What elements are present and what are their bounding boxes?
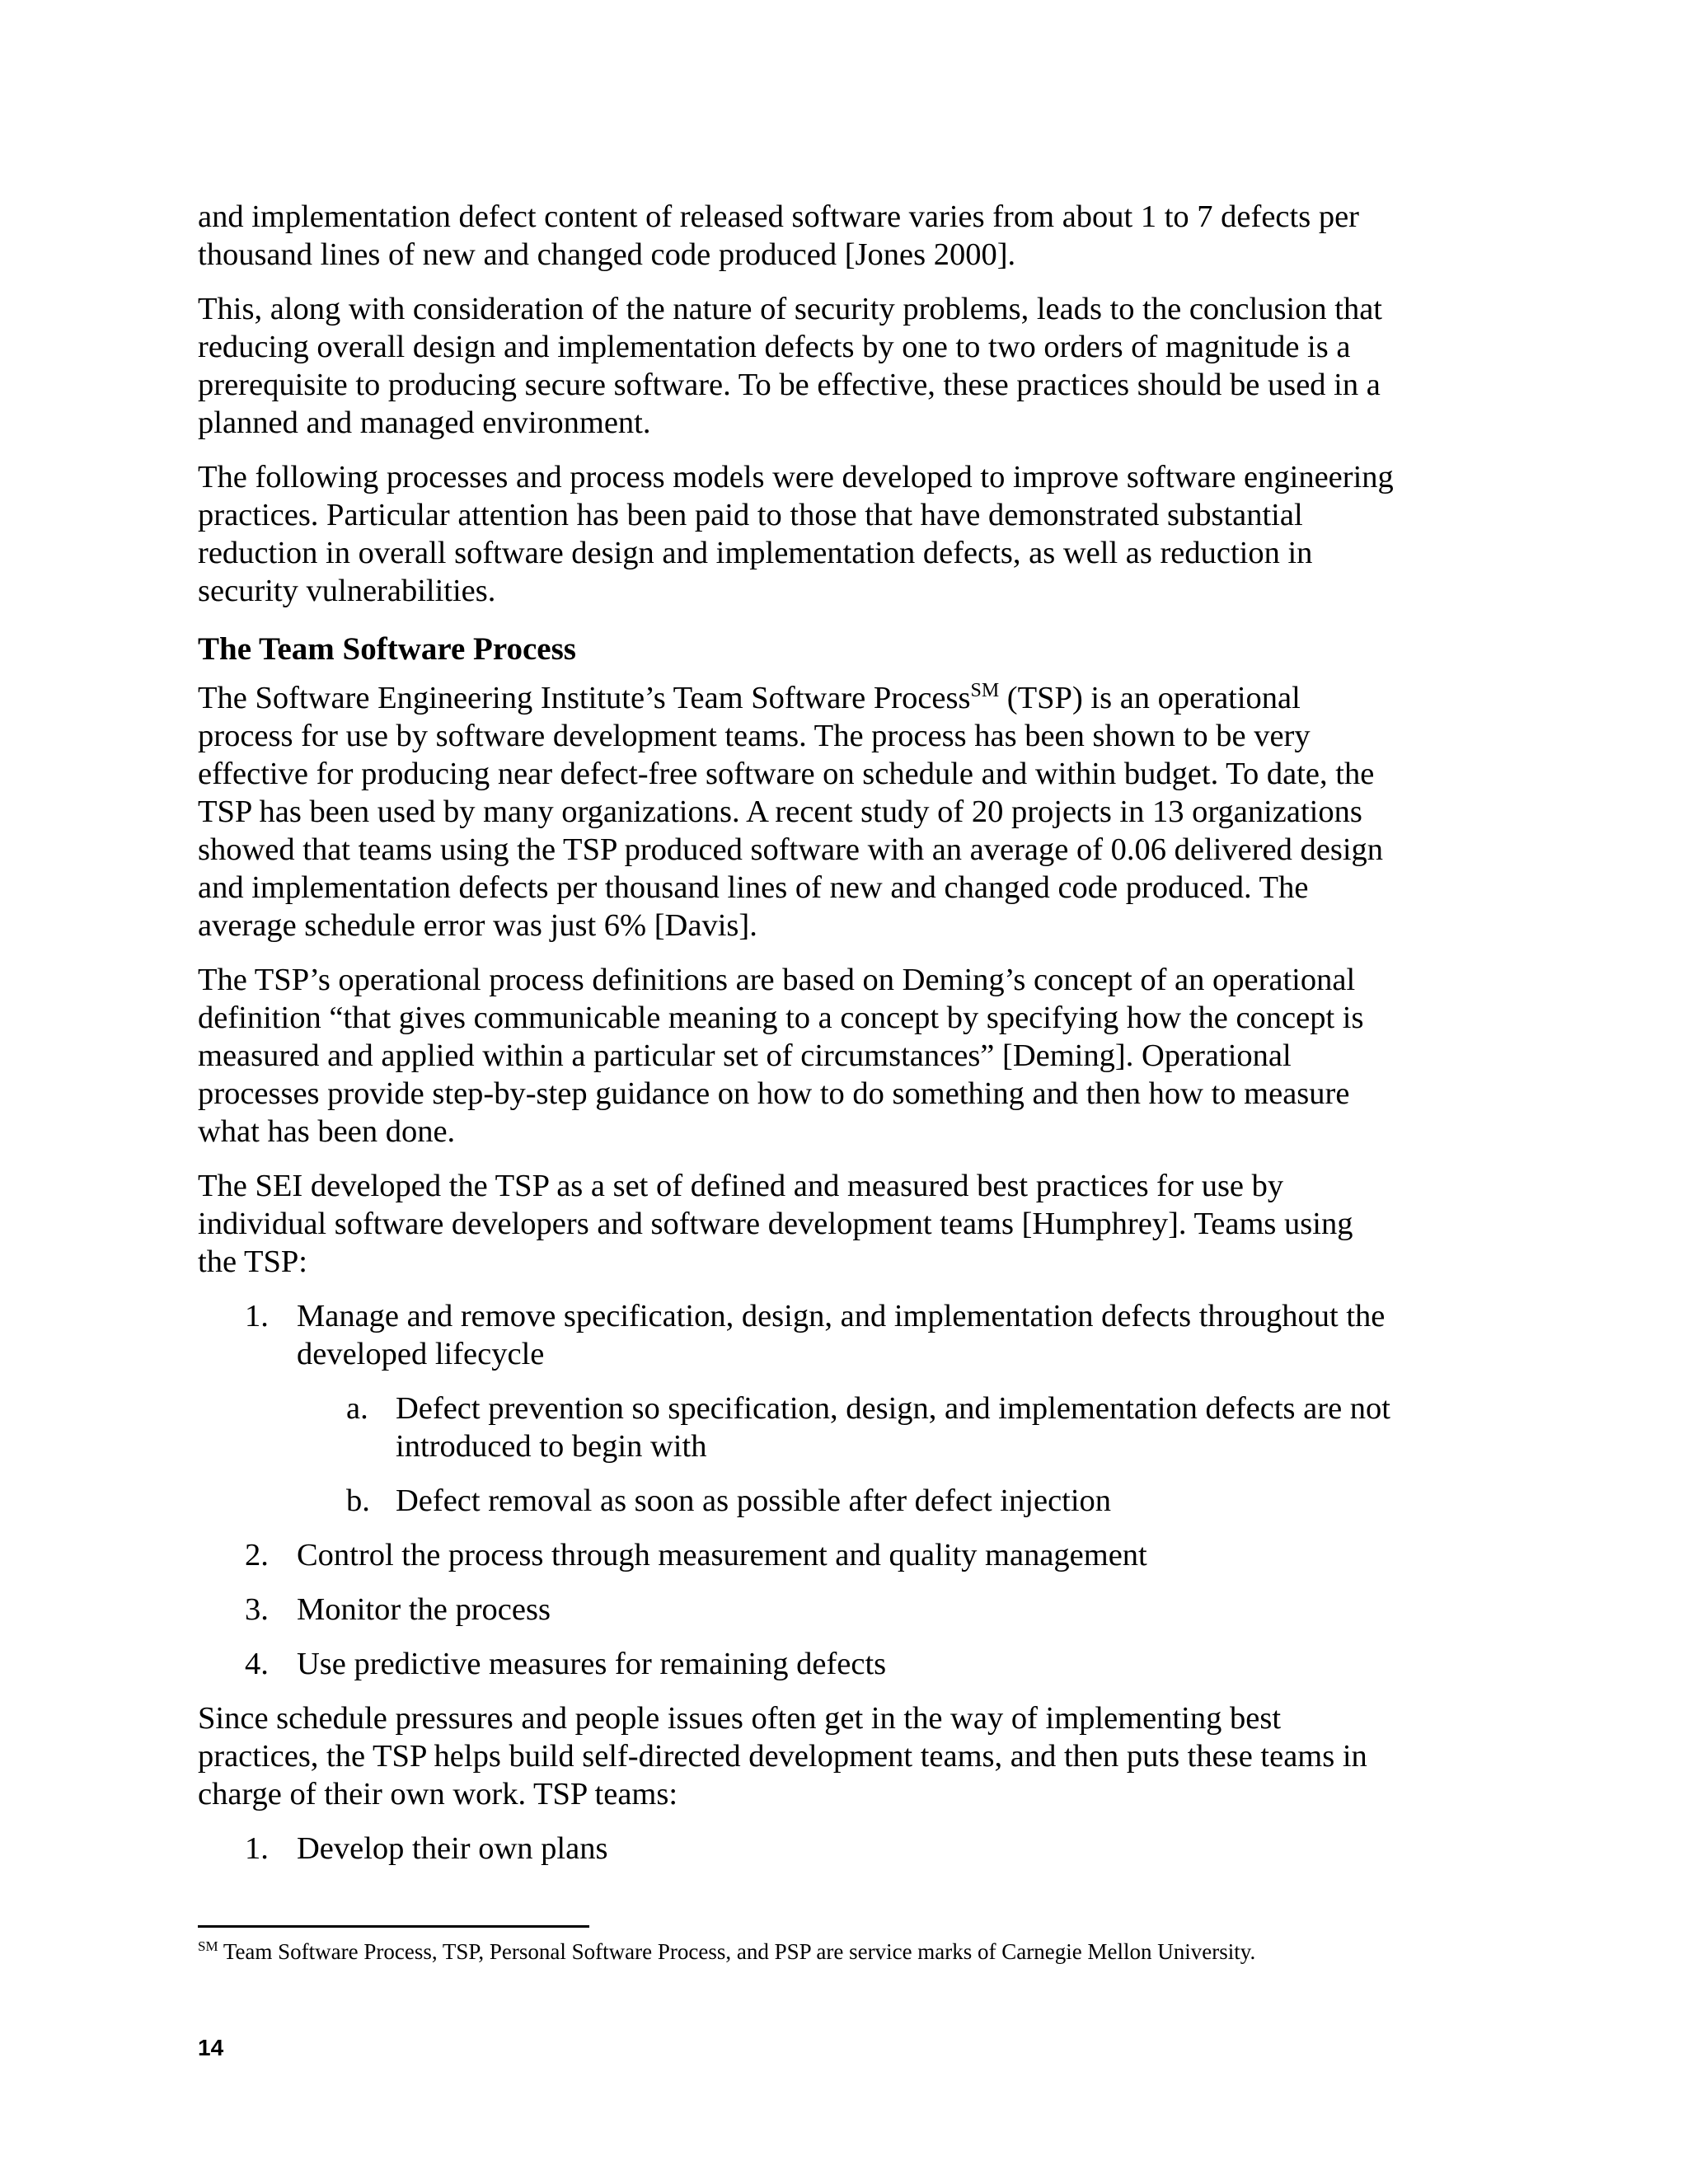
list-item-number: 1.	[245, 1299, 269, 1333]
paragraph-self-directed-teams: Since schedule pressures and people issues often get in the way of implementing best practices, the TSP helps build self-directed development teams, and then puts these teams in charge of their own work. TSP teams:	[198, 1701, 1367, 1811]
paragraph-defect-content: and implementation defect content of released software varies from about 1 to 7 defects per thousand lines of new and changed code produced [Jones 2000].	[198, 199, 1359, 272]
list-item-number: 3.	[245, 1592, 269, 1627]
footnote-mark: SM	[198, 1938, 218, 1954]
footnote-divider	[198, 1925, 589, 1928]
sub-list-item	[198, 1390, 1395, 1465]
tsp-teams-list	[198, 1830, 1395, 1868]
sub-list-item-letter: a.	[346, 1391, 368, 1426]
page-body	[198, 198, 1395, 1884]
sub-list-item-text: Defect prevention so specification, design, and implementation defects are not introduced to begin with	[396, 1391, 1390, 1464]
service-mark: SM	[970, 680, 1000, 702]
sub-list-item	[198, 1482, 1395, 1520]
sub-list-item-text: Defect removal as soon as possible after defect injection	[396, 1483, 1112, 1518]
list-item-text: Monitor the process	[297, 1592, 551, 1627]
list-item	[198, 1536, 1395, 1574]
list-item	[198, 1591, 1395, 1629]
page-number: 14	[198, 2035, 224, 2060]
list-item-text: Develop their own plans	[297, 1831, 608, 1866]
list-item-number: 4.	[245, 1647, 269, 1681]
paragraph-sei-tsp: The SEI developed the TSP as a set of defined and measured best practices for use by individual software developers and software development teams [Humphrey]. Teams using the TSP:	[198, 1169, 1353, 1279]
list-item-number: 1.	[245, 1831, 269, 1866]
footnote	[198, 1938, 1434, 1966]
list-item-text: Control the process through measurement and quality management	[297, 1538, 1147, 1572]
list-item	[198, 1830, 1395, 1868]
paragraph-operational-definitions: The TSP’s operational process definitions are based on Deming’s concept of an operational definition “that gives communicable meaning to a concept by specifying how the concept is measured and applied within a particular set of circumstances” [Deming]. Operational processes provide step-by-step guidance on how to do something and then how to measure what has been done.	[198, 963, 1364, 1149]
list-item	[198, 1297, 1395, 1373]
tsp-intro-text-continued: (TSP) is an operational process for use by software development teams. The process has been shown to be very effective for producing near defect-free software on schedule and within budget. To date, the TSP has been used by many organizations. A recent study of 20 projects in 13 organizations showed that teams using the TSP produced software with an average of 0.06 delivered design and implementation defects per thousand lines of new and changed code produced. The average schedule error was just 6% [Davis].	[198, 681, 1384, 943]
tsp-intro-text: The Software Engineering Institute’s Team Software Process	[198, 681, 971, 715]
paragraph-tsp-intro	[198, 679, 1395, 944]
teams-using-tsp-list	[198, 1297, 1395, 1683]
list-item-number: 2.	[245, 1538, 269, 1572]
paragraph-process-models: The following processes and process models were developed to improve software engineering practices. Particular attention has been paid to those that have demonstrated substantial reduction in overall software design and implementation defects, as well as reduction in security vulnerabilities.	[198, 460, 1394, 608]
list-item	[198, 1645, 1395, 1683]
list-item-text: Manage and remove specification, design, and implementation defects throughout the developed lifecycle	[297, 1299, 1386, 1371]
section-heading: The Team Software Process	[198, 631, 576, 667]
sub-list-item-letter: b.	[346, 1483, 370, 1518]
paragraph-conclusion: This, along with consideration of the nature of security problems, leads to the conclusion that reducing overall design and implementation defects by one to two orders of magnitude is a prerequisite to producing secure software. To be effective, these practices should be used in a planned and managed environment.	[198, 292, 1382, 440]
list-item-text: Use predictive measures for remaining defects	[297, 1647, 887, 1681]
footnote-text: Team Software Process, TSP, Personal Software Process, and PSP are service marks of Carnegie Mellon University.	[218, 1939, 1256, 1964]
